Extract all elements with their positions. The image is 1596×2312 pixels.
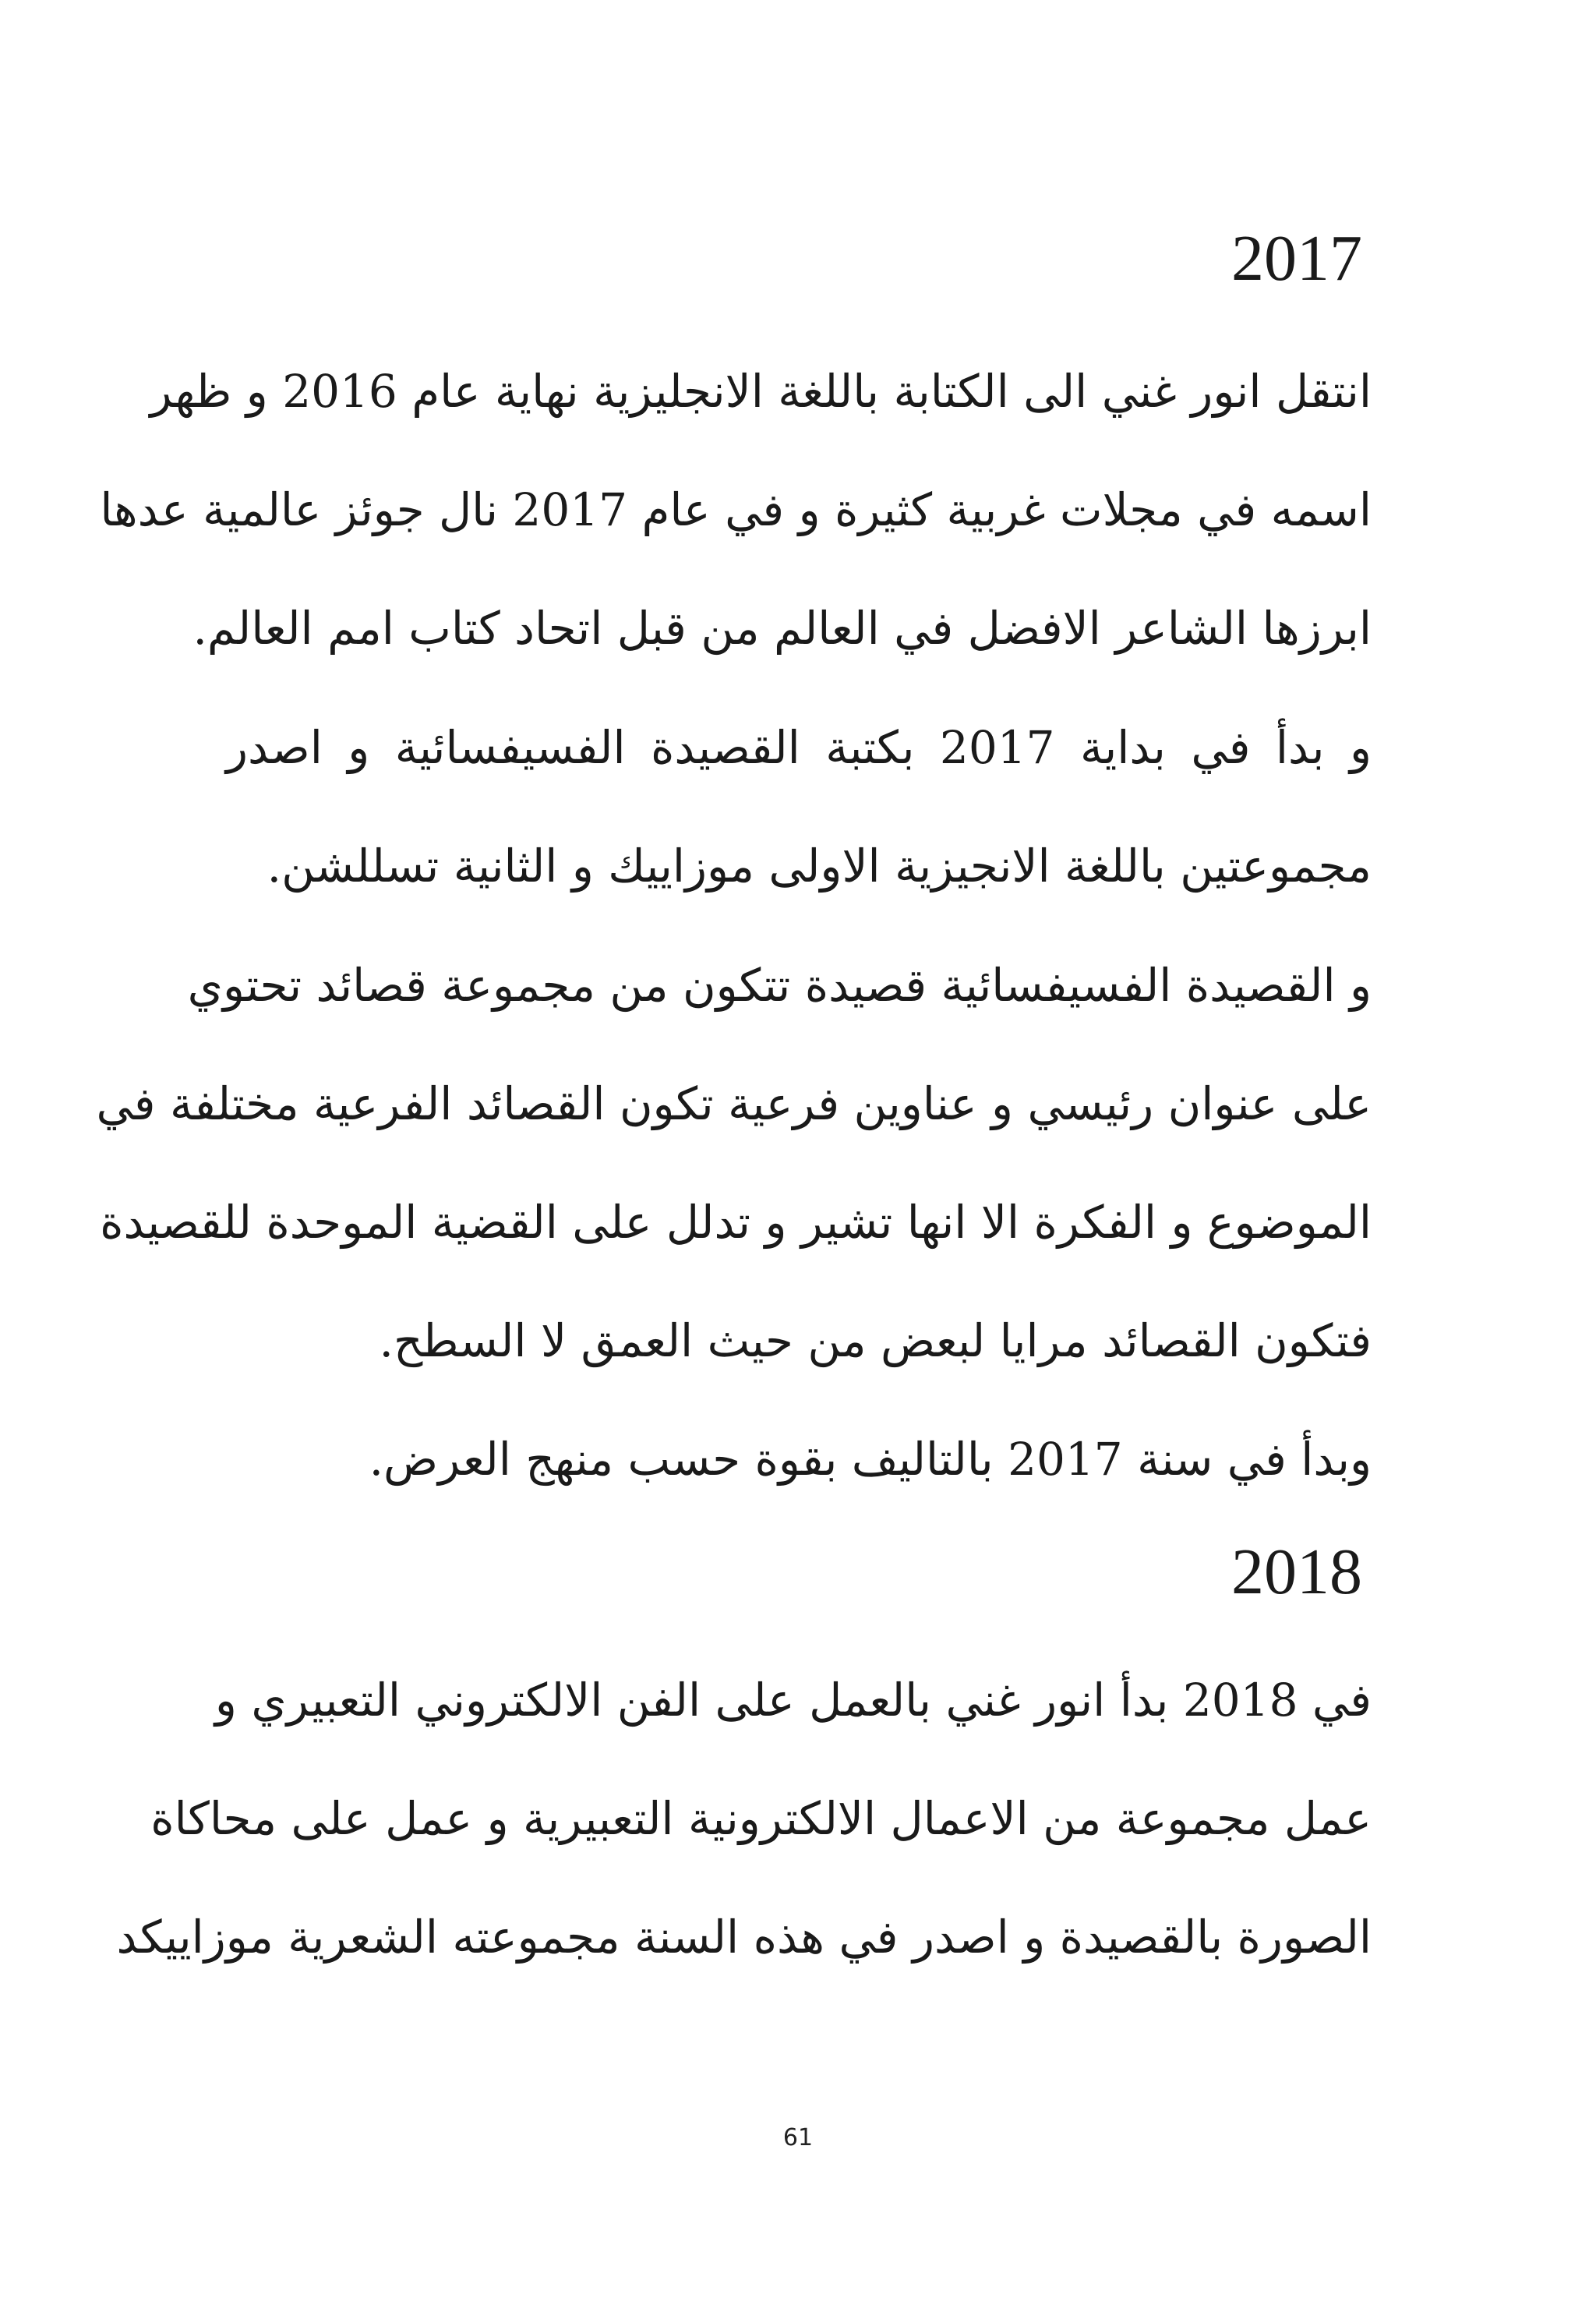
text-line: وبدأ في سنة 2017 بالتاليف بقوة حسب منهج العرض. <box>369 1433 1372 1486</box>
text-line: الموضوع و الفكرة الا انها تشير و تدلل على القضية الموحدة للقصيدة <box>100 1196 1372 1249</box>
heading-year-2018: 2018 <box>1231 1536 1362 1608</box>
text-line: انتقل انور غني الى الكتابة باللغة الانجليزية نهاية عام 2016 و ظهر <box>150 365 1372 418</box>
page-number: 61 <box>782 2124 814 2151</box>
text-line: و بدأ في بداية 2017 بكتبة القصيدة الفسيفسائية و اصدر <box>226 721 1372 774</box>
text-line: ابرزها الشاعر الافضل في العالم من قبل اتحاد كتاب امم العالم. <box>192 602 1372 655</box>
text-line: على عنوان رئيسي و عناوين فرعية تكون القصائد الفرعية مختلفة في <box>96 1077 1372 1130</box>
text-line: الصورة بالقصيدة و اصدر في هذه السنة مجموعته الشعرية موزاييكد <box>116 1911 1372 1964</box>
text-line: فتكون القصائد مرايا لبعض من حيث العمق لا السطح. <box>379 1314 1372 1367</box>
heading-year-2017: 2017 <box>1231 222 1362 295</box>
text-line: مجموعتين باللغة الانجيزية الاولى موزاييك و الثانية تسللشن. <box>267 840 1372 893</box>
text-line: في 2018 بدأ انور غني بالعمل على الفن الالكتروني التعبيري و <box>214 1674 1372 1727</box>
text-line: عمل مجموعة من الاعمال الالكترونية التعبيرية و عمل على محاكاة <box>150 1792 1372 1845</box>
text-line: اسمه في مجلات غربية كثيرة و في عام 2017 نال جوئز عالمية عدها <box>100 483 1372 536</box>
text-line: و القصيدة الفسيفسائية قصيدة تتكون من مجموعة قصائد تحتوي <box>187 959 1372 1012</box>
